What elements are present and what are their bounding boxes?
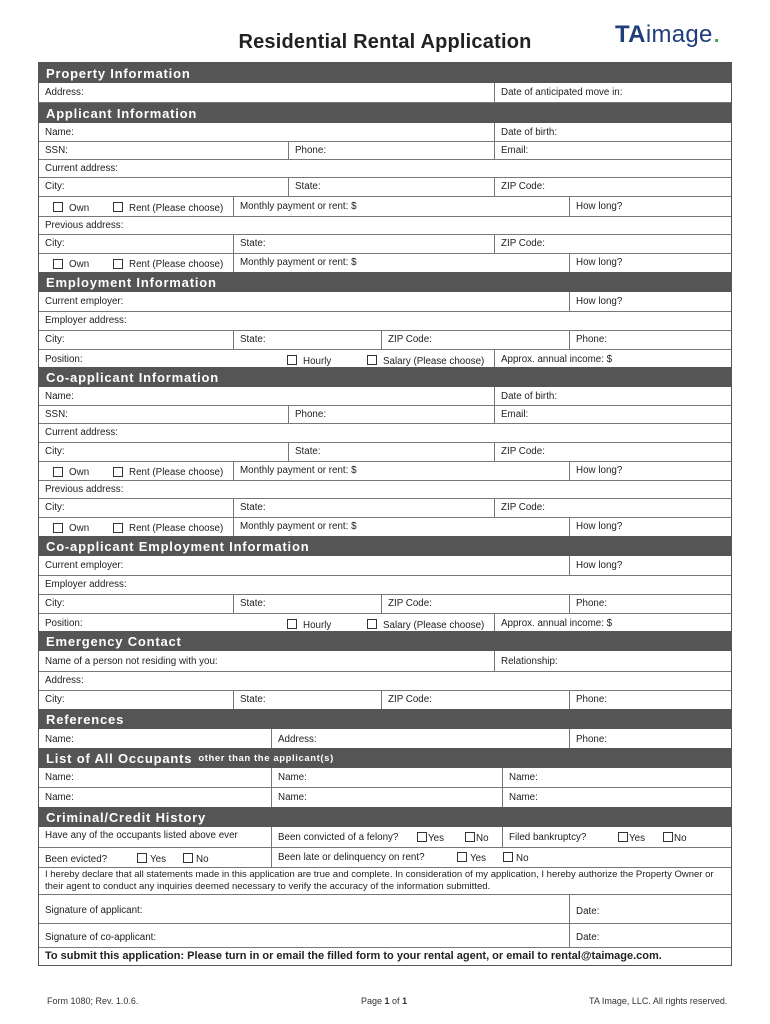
applicant-rent-option[interactable]: Rent (Please choose) — [107, 200, 233, 216]
coapplicant-email-field[interactable]: Email: — [494, 405, 731, 423]
signature-coapplicant-row — [39, 923, 731, 948]
coapplicant-own-option[interactable]: Own — [47, 465, 107, 480]
coapplicant-rent-row — [39, 461, 731, 481]
checkbox-icon[interactable] — [113, 467, 123, 477]
property-address-field[interactable]: Address: — [45, 87, 84, 98]
current-employer-field[interactable]: Current employer: — [45, 296, 124, 307]
applicant-signature-field[interactable]: Signature of applicant: — [45, 904, 143, 916]
copyright-text: TA Image, LLC. All rights reserved. — [589, 996, 728, 1006]
emergency-city-field[interactable]: City: — [45, 694, 65, 705]
applicant-email-field[interactable]: Email: — [494, 141, 731, 159]
co-employment-how-long-field[interactable]: How long? — [569, 556, 731, 575]
coapplicant-prev-rent-row — [39, 517, 731, 536]
checkbox-icon[interactable] — [113, 259, 123, 269]
bankruptcy-no-option[interactable]: No — [657, 829, 717, 847]
reference-phone-field[interactable]: Phone: — [569, 729, 731, 749]
co-position-field[interactable]: Position: — [45, 617, 83, 629]
coapplicant-prev-how-long-field[interactable]: How long? — [569, 517, 731, 536]
co-employer-city-field[interactable]: City: — [45, 598, 65, 609]
late-no-option[interactable]: No — [497, 849, 557, 867]
coapplicant-ssn-field[interactable]: SSN: — [45, 408, 68, 420]
coapplicant-zip-field[interactable]: ZIP Code: — [494, 442, 731, 461]
checkbox-icon[interactable] — [113, 523, 123, 533]
emergency-city-row — [39, 690, 731, 709]
co-employer-phone-field[interactable]: Phone: — [569, 594, 731, 613]
coapplicant-prev-city-row — [39, 498, 731, 518]
property-address-row — [39, 83, 731, 103]
occupant-name-3-field[interactable]: Name: — [502, 768, 731, 787]
co-employer-zip-field[interactable]: ZIP Code: — [381, 594, 569, 613]
form-number: Form 1080; Rev. 1.0.6. — [47, 996, 139, 1006]
hourly-option[interactable]: Hourly — [281, 353, 361, 369]
checkbox-icon[interactable] — [183, 853, 193, 863]
emergency-name-row — [39, 651, 731, 672]
coapplicant-signature-field[interactable]: Signature of co-applicant: — [45, 931, 157, 943]
applicant-phone-field[interactable]: Phone: — [288, 141, 494, 159]
coapplicant-dob-field[interactable]: Date of birth: — [494, 387, 731, 405]
declaration-text: I hereby declare that all statements made in this application are true and complete. In consideration of my application, I hereby authorize the Property Owner or their agent to conduct any inquiries deemed necessary to verify the accuracy of the information submitted. — [39, 867, 731, 895]
coapplicant-current-address-field[interactable]: Current address: — [45, 427, 118, 438]
evicted-yes-option[interactable]: Yes — [131, 851, 177, 867]
employer-zip-field[interactable]: ZIP Code: — [381, 330, 569, 349]
coapplicant-prev-zip-field[interactable]: ZIP Code: — [494, 498, 731, 517]
checkbox-icon[interactable] — [287, 355, 297, 365]
employer-phone-field[interactable]: Phone: — [569, 330, 731, 349]
checkbox-icon[interactable] — [287, 619, 297, 629]
applicant-prev-city-row — [39, 234, 731, 254]
criminal-row-1 — [39, 827, 731, 848]
coapplicant-prev-own-option[interactable]: Own — [47, 521, 107, 536]
checkbox-icon[interactable] — [53, 259, 63, 269]
position-row — [39, 349, 731, 369]
applicant-prev-state-field[interactable]: State: — [233, 234, 494, 253]
checkbox-icon[interactable] — [113, 202, 123, 212]
applicant-name-field[interactable]: Name: — [45, 126, 74, 138]
applicant-ssn-row — [39, 141, 731, 160]
applicant-previous-address-field[interactable]: Previous address: — [45, 219, 124, 231]
coapplicant-previous-address-row — [39, 480, 731, 499]
evicted-label: Been evicted? — [45, 853, 108, 865]
page-title: Residential Rental Application — [238, 31, 532, 53]
applicant-how-long-field[interactable]: How long? — [569, 196, 731, 216]
applicant-own-option[interactable]: Own — [47, 200, 107, 216]
coapplicant-how-long-field[interactable]: How long? — [569, 461, 731, 480]
employer-city-field[interactable]: City: — [45, 334, 65, 345]
occupant-name-4-field[interactable]: Name: — [45, 791, 74, 803]
applicant-name-row — [39, 123, 731, 142]
coapplicant-prev-state-field[interactable]: State: — [233, 498, 494, 517]
employer-address-row — [39, 311, 731, 331]
emergency-phone-field[interactable]: Phone: — [569, 690, 731, 709]
checkbox-icon[interactable] — [53, 467, 63, 477]
checkbox-icon[interactable] — [137, 853, 147, 863]
evicted-no-option[interactable]: No — [177, 851, 271, 867]
coapplicant-previous-address-field[interactable]: Previous address: — [45, 483, 124, 495]
employer-city-row — [39, 330, 731, 350]
emergency-address-row — [39, 671, 731, 691]
co-employer-address-row — [39, 575, 731, 595]
applicant-prev-rent-row — [39, 253, 731, 272]
applicant-prev-monthly-payment-field[interactable]: Monthly payment or rent: $ — [233, 253, 569, 272]
co-employer-state-field[interactable]: State: — [233, 594, 381, 613]
applicant-previous-address-row — [39, 216, 731, 235]
coapplicant-city-field[interactable]: City: — [45, 446, 65, 457]
felony-label: Been convicted of a felony? — [271, 827, 411, 847]
checkbox-icon[interactable] — [53, 202, 63, 212]
late-yes-option[interactable]: Yes — [451, 849, 497, 867]
felony-no-option[interactable]: No — [459, 829, 502, 847]
employment-how-long-field[interactable]: How long? — [569, 292, 731, 311]
applicant-monthly-payment-field[interactable]: Monthly payment or rent: $ — [233, 196, 569, 216]
section-coapplicant-information: Co-applicant Information — [39, 367, 731, 387]
page-number: Page 1 of 1 — [361, 996, 408, 1006]
co-annual-income-field[interactable]: Approx. annual income: $ — [494, 613, 731, 633]
applicant-prev-zip-field[interactable]: ZIP Code: — [494, 234, 731, 253]
annual-income-field[interactable]: Approx. annual income: $ — [494, 349, 731, 369]
rental-application-form — [38, 62, 732, 966]
salary-option[interactable]: Salary (Please choose) — [361, 353, 489, 369]
checkbox-icon[interactable] — [367, 619, 377, 629]
bankruptcy-yes-option[interactable]: Yes — [612, 829, 657, 847]
criminal-question-label: Have any of the occupants listed above ever — [45, 829, 238, 841]
coapplicant-name-field[interactable]: Name: — [45, 390, 74, 402]
emergency-state-field[interactable]: State: — [233, 690, 381, 709]
applicant-signature-date-field[interactable]: Date: — [569, 895, 731, 923]
bankruptcy-label: Filed bankruptcy? — [502, 827, 612, 847]
co-employer-address-field[interactable]: Employer address: — [45, 579, 127, 590]
occupant-name-6-field[interactable]: Name: — [502, 787, 731, 807]
taimage-logo: TAimage. — [615, 17, 721, 48]
occupant-row — [39, 787, 731, 807]
section-criminal-credit-history: Criminal/Credit History — [39, 807, 731, 827]
reference-row — [39, 729, 731, 749]
coapplicant-prev-city-field[interactable]: City: — [45, 502, 65, 513]
applicant-prev-how-long-field[interactable]: How long? — [569, 253, 731, 272]
checkbox-icon[interactable] — [618, 832, 628, 842]
applicant-prev-city-field[interactable]: City: — [45, 238, 65, 249]
applicant-prev-own-option[interactable]: Own — [47, 257, 107, 272]
emergency-zip-field[interactable]: ZIP Code: — [381, 690, 569, 709]
occupant-row — [39, 768, 731, 788]
coapplicant-current-address-row — [39, 423, 731, 443]
co-employer-city-row — [39, 594, 731, 614]
applicant-state-field[interactable]: State: — [288, 177, 494, 196]
co-salary-option[interactable]: Salary (Please choose) — [361, 617, 489, 633]
employer-state-field[interactable]: State: — [233, 330, 381, 349]
employer-row — [39, 292, 731, 312]
applicant-dob-field[interactable]: Date of birth: — [494, 123, 731, 141]
coapplicant-name-row — [39, 387, 731, 406]
co-position-row — [39, 613, 731, 633]
coapplicant-state-field[interactable]: State: — [288, 442, 494, 461]
criminal-row-2 — [39, 847, 731, 868]
applicant-city-field[interactable]: City: — [45, 181, 65, 192]
coapplicant-phone-field[interactable]: Phone: — [288, 405, 494, 423]
reference-name-field[interactable]: Name: — [45, 733, 74, 745]
applicant-rent-row — [39, 196, 731, 217]
coapplicant-prev-monthly-payment-field[interactable]: Monthly payment or rent: $ — [233, 517, 569, 536]
coapplicant-ssn-row — [39, 405, 731, 424]
coapplicant-monthly-payment-field[interactable]: Monthly payment or rent: $ — [233, 461, 569, 480]
section-coapplicant-employment: Co-applicant Employment Information — [39, 536, 731, 556]
co-hourly-option[interactable]: Hourly — [281, 617, 361, 633]
late-rent-label: Been late or delinquency on rent? — [271, 847, 451, 867]
applicant-current-address-row — [39, 159, 731, 178]
section-employment-information: Employment Information — [39, 272, 731, 292]
emergency-relationship-field[interactable]: Relationship: — [494, 651, 731, 671]
applicant-ssn-field[interactable]: SSN: — [45, 144, 68, 156]
checkbox-icon[interactable] — [367, 355, 377, 365]
signature-applicant-row — [39, 895, 731, 924]
coapplicant-city-row — [39, 442, 731, 462]
co-current-employer-field[interactable]: Current employer: — [45, 560, 124, 571]
emergency-name-field[interactable]: Name of a person not residing with you: — [45, 655, 218, 667]
checkbox-icon[interactable] — [417, 832, 427, 842]
occupant-name-5-field[interactable]: Name: — [271, 787, 502, 807]
applicant-city-row — [39, 177, 731, 197]
applicant-current-address-field[interactable]: Current address: — [45, 162, 118, 174]
checkbox-icon[interactable] — [503, 852, 513, 862]
applicant-prev-rent-option[interactable]: Rent (Please choose) — [107, 257, 233, 272]
section-property-information: Property Information — [39, 63, 731, 83]
checkbox-icon[interactable] — [457, 852, 467, 862]
co-employer-row — [39, 556, 731, 576]
section-applicant-information: Applicant Information — [39, 103, 731, 123]
occupant-name-2-field[interactable]: Name: — [271, 768, 502, 787]
coapplicant-rent-option[interactable]: Rent (Please choose) — [107, 465, 233, 480]
occupant-name-1-field[interactable]: Name: — [45, 772, 74, 783]
emergency-address-field[interactable]: Address: — [45, 675, 84, 686]
felony-yes-option[interactable]: Yes — [411, 829, 459, 847]
section-emergency-contact: Emergency Contact — [39, 631, 731, 651]
section-occupants: List of All Occupants other than the applicant(s) — [39, 748, 731, 768]
position-field[interactable]: Position: — [45, 353, 83, 365]
submit-instructions: To submit this application: Please turn in or email the filled form to your rental agent, or email to rental@taimage.com. — [45, 950, 662, 962]
checkbox-icon[interactable] — [663, 832, 673, 842]
reference-address-field[interactable]: Address: — [271, 729, 569, 749]
checkbox-icon[interactable] — [465, 832, 475, 842]
checkbox-icon[interactable] — [53, 523, 63, 533]
applicant-zip-field[interactable]: ZIP Code: — [494, 177, 731, 196]
employer-address-field[interactable]: Employer address: — [45, 315, 127, 326]
section-references: References — [39, 709, 731, 729]
coapplicant-prev-rent-option[interactable]: Rent (Please choose) — [107, 521, 233, 536]
move-in-date-field[interactable]: Date of anticipated move in: — [494, 83, 731, 102]
coapplicant-signature-date-field[interactable]: Date: — [569, 923, 731, 947]
